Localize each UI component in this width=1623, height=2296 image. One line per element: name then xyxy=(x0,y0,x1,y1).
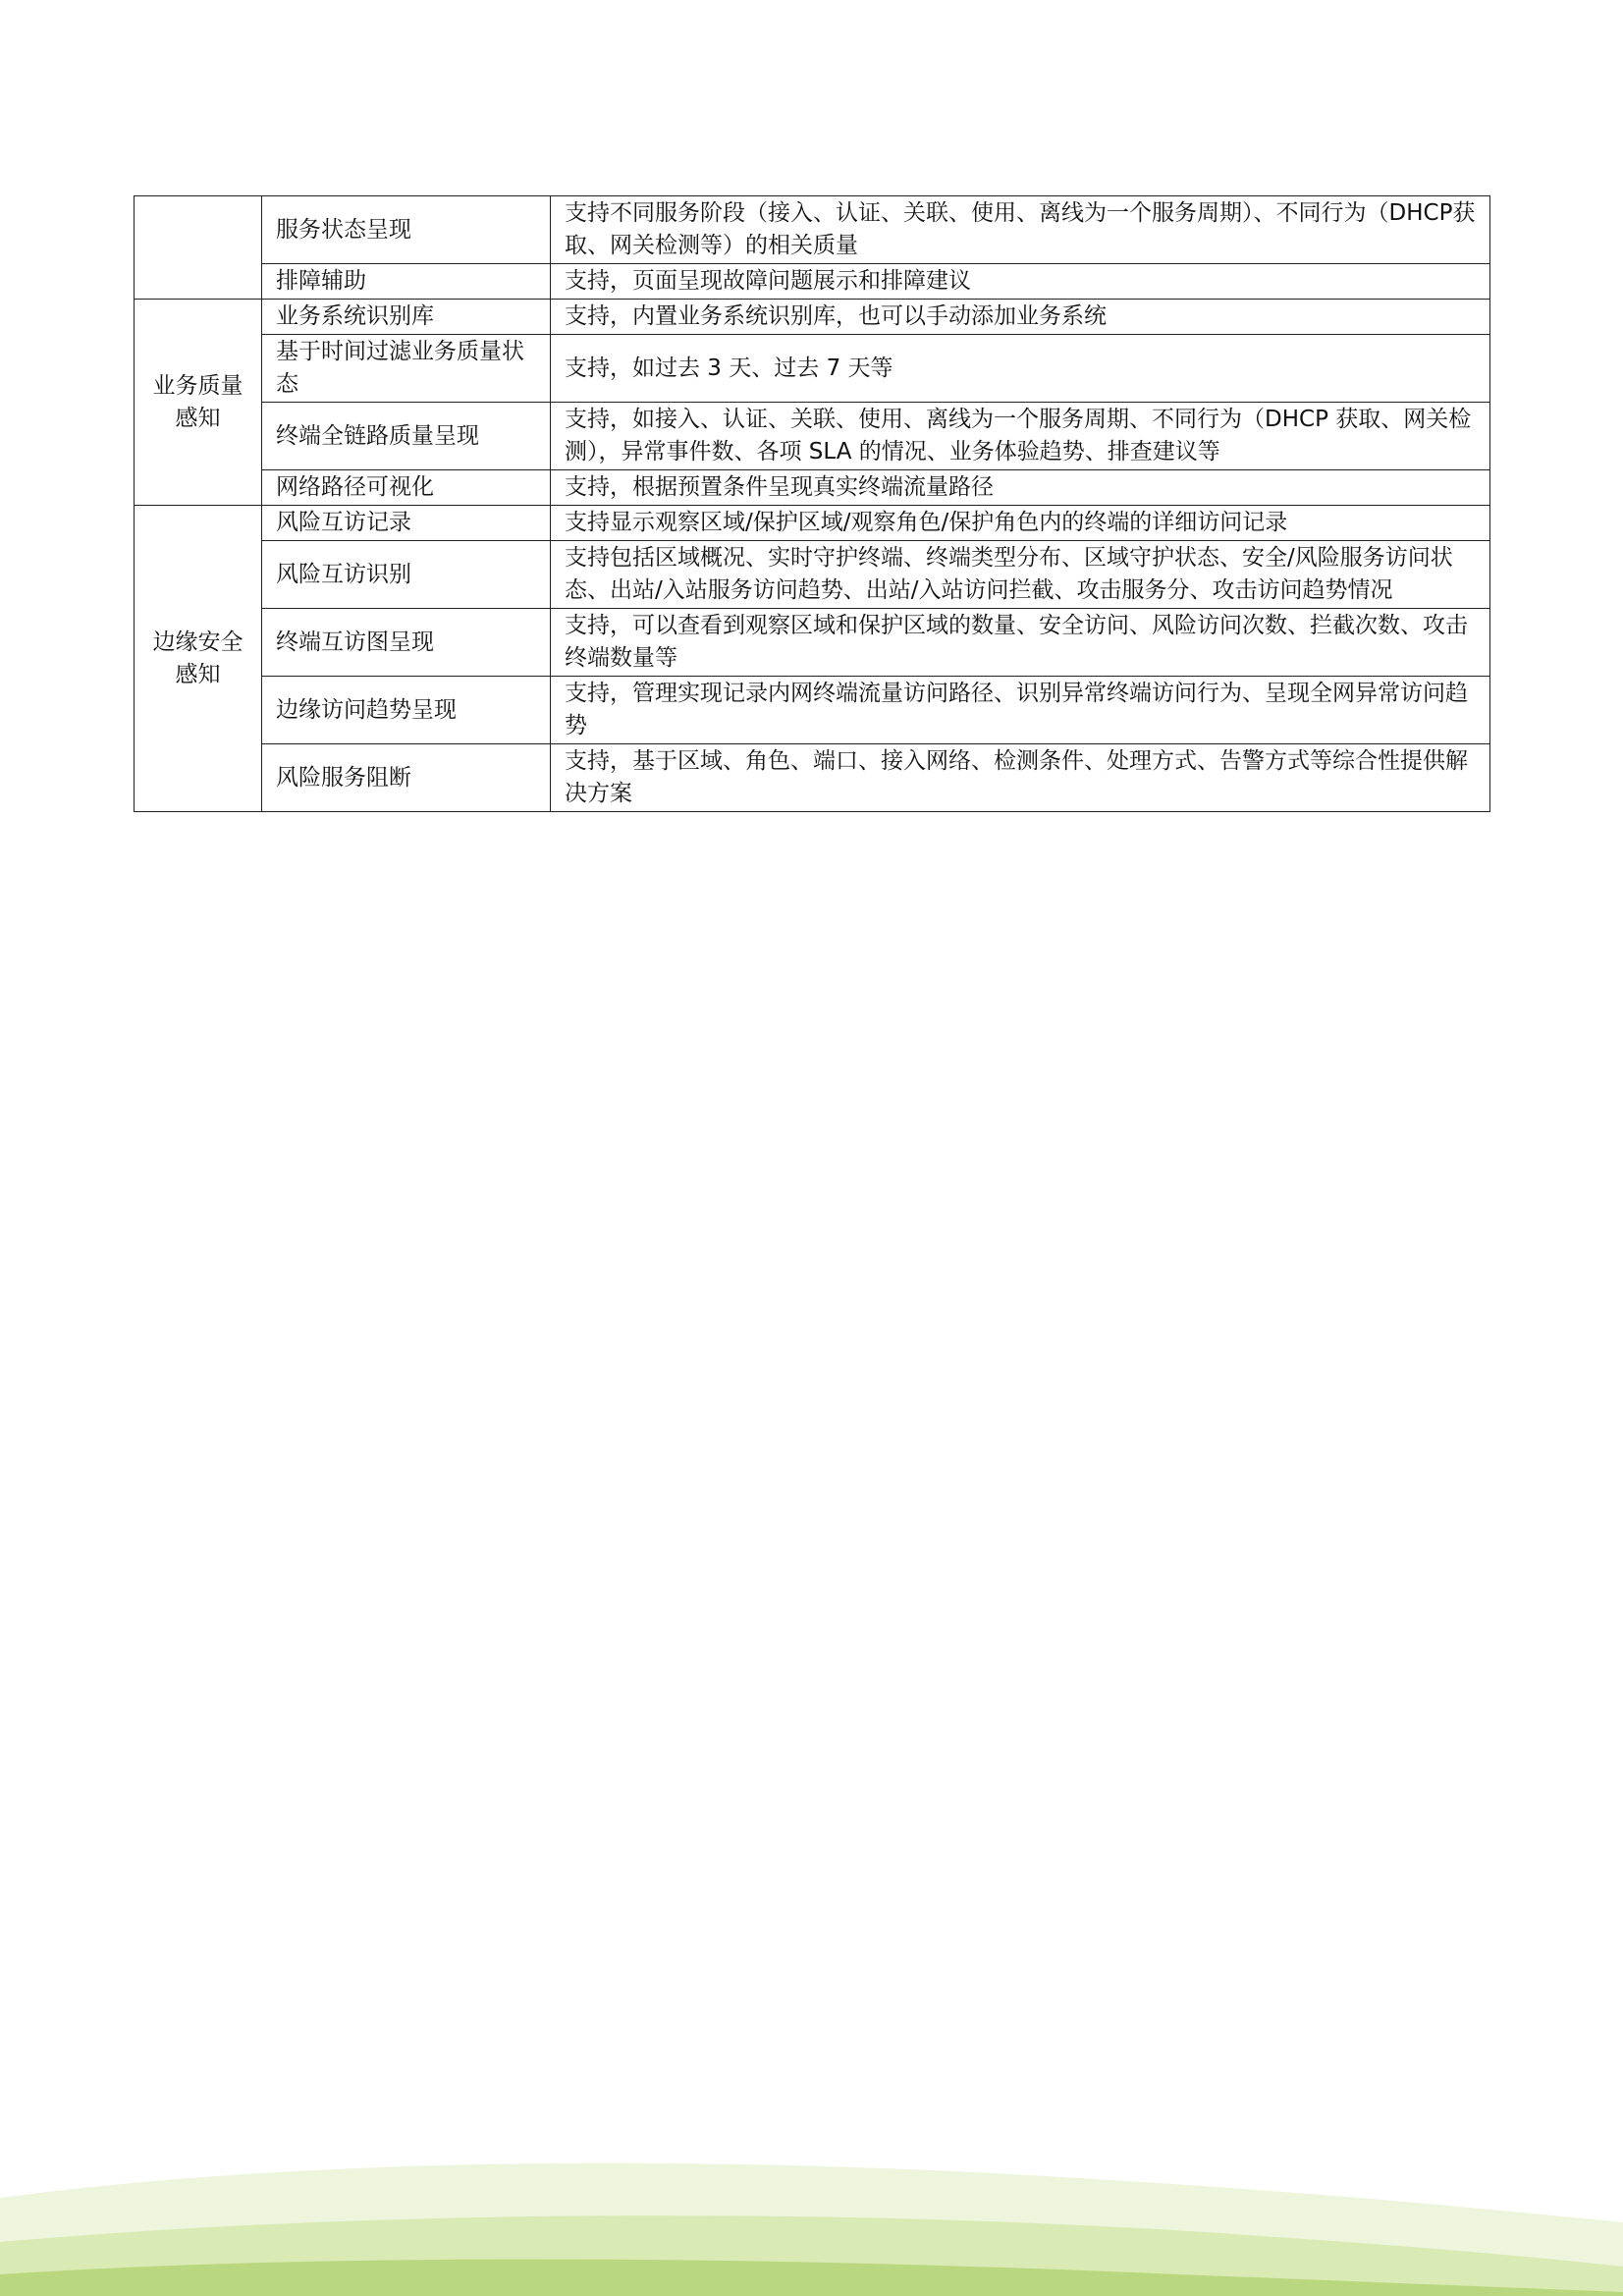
description-cell: 支持显示观察区域/保护区域/观察角色/保护角色内的终端的详细访问记录 xyxy=(551,506,1490,541)
table-row xyxy=(135,335,1490,403)
feature-cell: 基于时间过滤业务质量状态 xyxy=(262,335,551,403)
table-row xyxy=(135,541,1490,609)
feature-cell: 网络路径可视化 xyxy=(262,470,551,506)
feature-cell: 终端全链路质量呈现 xyxy=(262,403,551,470)
description-cell: 支持，管理实现记录内网终端流量访问路径、识别异常终端访问行为、呈现全网异常访问趋势 xyxy=(551,677,1490,744)
table-row xyxy=(135,196,1490,264)
description-cell: 支持包括区域概况、实时守护终端、终端类型分布、区域守护状态、安全/风险服务访问状态、出站/入站服务访问趋势、出站/入站访问拦截、攻击服务分、攻击访问趋势情况 xyxy=(551,541,1490,609)
feature-cell: 服务状态呈现 xyxy=(262,196,551,264)
description-cell: 支持，可以查看到观察区域和保护区域的数量、安全访问、风险访问次数、拦截次数、攻击终端数量等 xyxy=(551,609,1490,677)
table-row xyxy=(135,609,1490,677)
footer-wave-decoration xyxy=(0,2159,1623,2296)
table-row xyxy=(135,744,1490,812)
feature-cell: 边缘访问趋势呈现 xyxy=(262,677,551,744)
category-label-line: 边缘安全 xyxy=(152,629,243,655)
description-cell: 支持，基于区域、角色、端口、接入网络、检测条件、处理方式、告警方式等综合性提供解决方案 xyxy=(551,744,1490,812)
category-label-line: 感知 xyxy=(175,661,221,687)
table-row xyxy=(135,403,1490,470)
table-row xyxy=(135,470,1490,506)
category-cell xyxy=(135,300,262,506)
description-cell: 支持，内置业务系统识别库，也可以手动添加业务系统 xyxy=(551,300,1490,335)
category-label-line: 感知 xyxy=(175,405,221,431)
feature-cell: 业务系统识别库 xyxy=(262,300,551,335)
description-cell: 支持，根据预置条件呈现真实终端流量路径 xyxy=(551,470,1490,506)
table-row xyxy=(135,300,1490,335)
description-cell: 支持，如过去 3 天、过去 7 天等 xyxy=(551,335,1490,403)
feature-cell: 终端互访图呈现 xyxy=(262,609,551,677)
category-cell xyxy=(135,196,262,300)
category-label-line: 业务质量 xyxy=(152,372,243,399)
description-cell: 支持不同服务阶段（接入、认证、关联、使用、离线为一个服务周期）、不同行为（DHCP获取、网关检测等）的相关质量 xyxy=(551,196,1490,264)
feature-cell: 风险服务阻断 xyxy=(262,744,551,812)
table-row xyxy=(135,677,1490,744)
feature-cell: 排障辅助 xyxy=(262,264,551,300)
feature-cell: 风险互访记录 xyxy=(262,506,551,541)
table-row xyxy=(135,506,1490,541)
description-cell: 支持，如接入、认证、关联、使用、离线为一个服务周期、不同行为（DHCP 获取、网关检测），异常事件数、各项 SLA 的情况、业务体验趋势、排查建议等 xyxy=(551,403,1490,470)
category-cell xyxy=(135,506,262,812)
table-row xyxy=(135,264,1490,300)
feature-spec-table xyxy=(134,195,1490,812)
feature-cell: 风险互访识别 xyxy=(262,541,551,609)
description-cell: 支持，页面呈现故障问题展示和排障建议 xyxy=(551,264,1490,300)
